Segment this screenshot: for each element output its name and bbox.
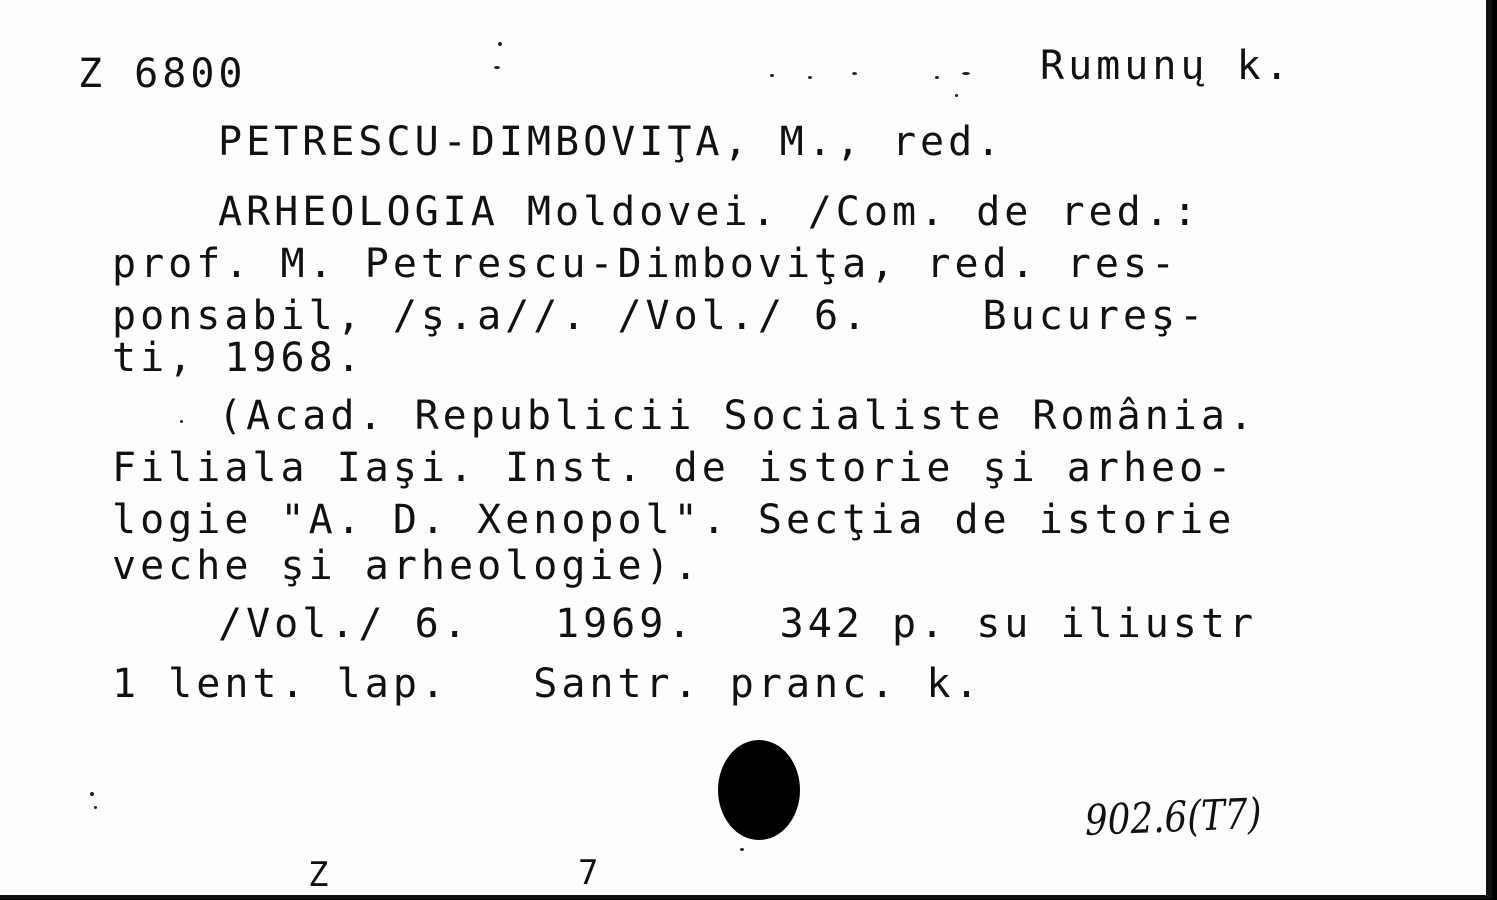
- description-line: prof. M. Petrescu-Dimboviţa, red. res-: [112, 241, 1180, 287]
- holdings-line: 1 lent. lap. Santr. pranc. k.: [112, 661, 983, 707]
- author-line: PETRESCU-DIMBOVIŢA, M., red.: [218, 119, 1005, 165]
- ink-speck: [955, 94, 958, 97]
- ink-speck: [740, 848, 744, 851]
- bottom-right-mark: 7: [578, 853, 599, 893]
- description-line: ti, 1968.: [112, 335, 365, 381]
- series-note-line: (Acad. Republicii Socialiste România.: [218, 393, 1258, 439]
- ink-speck: [935, 76, 939, 79]
- ink-speck: [962, 72, 970, 75]
- ink-speck: [852, 72, 857, 75]
- series-note-line: veche şi arheologie).: [112, 543, 702, 589]
- description-line: ponsabil, /ş.a//. /Vol./ 6. Bucureş-: [112, 293, 1208, 339]
- ink-speck: [808, 76, 812, 79]
- volume-line: /Vol./ 6. 1969. 342 p. su iliustr: [218, 601, 1258, 647]
- ink-speck: [498, 42, 502, 46]
- punch-hole: [718, 740, 800, 840]
- call-number: Z 6800: [78, 51, 247, 97]
- series-note-line: Filiala Iaşi. Inst. de istorie şi arheo-: [112, 445, 1236, 491]
- series-note-line: logie "A. D. Xenopol". Secţia de istorie: [112, 497, 1236, 543]
- ink-speck: [770, 74, 774, 77]
- ink-speck: [94, 806, 97, 809]
- title-line: ARHEOLOGIA Moldovei. /Com. de red.:: [218, 189, 1201, 235]
- ink-speck: [180, 420, 183, 423]
- language-note: Rumunų k.: [1040, 43, 1293, 89]
- classification-number: 902.6(T7): [1084, 788, 1263, 845]
- bottom-left-mark: Z: [308, 855, 329, 895]
- ink-speck: [90, 792, 94, 796]
- ink-speck: [494, 66, 500, 69]
